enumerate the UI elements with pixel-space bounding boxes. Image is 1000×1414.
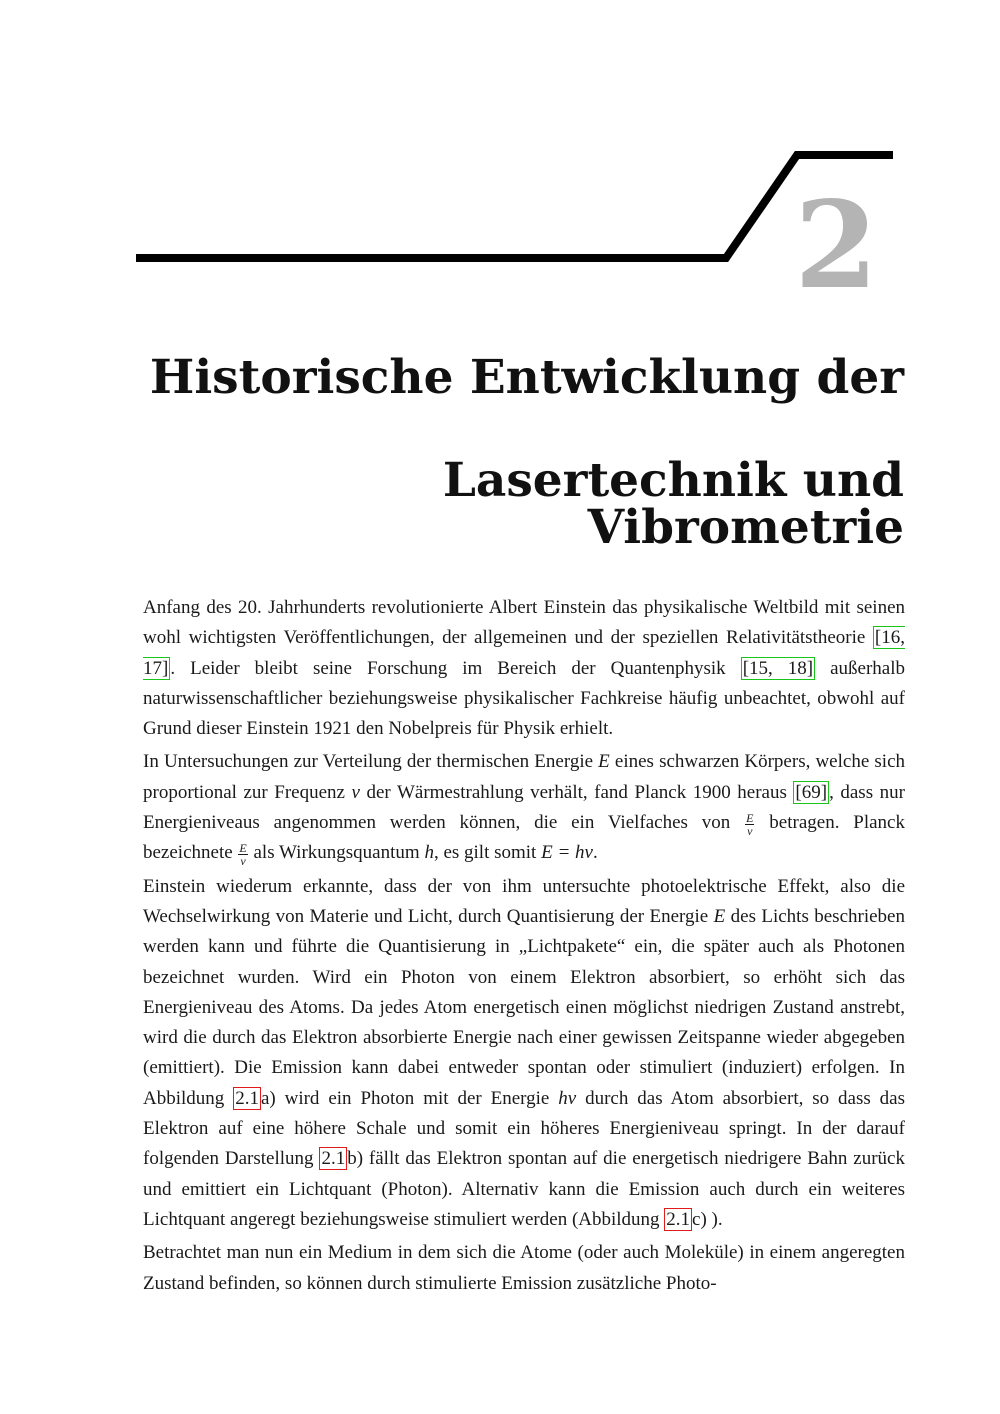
text: a) wird ein Photon mit der Energie	[260, 1087, 559, 1109]
math-fraction	[745, 812, 754, 837]
math-variable: hν	[558, 1087, 577, 1109]
math-equation: E = hν	[541, 842, 593, 864]
paragraph-2	[143, 747, 905, 868]
text: Anfang des 20. Jahrhunderts revolutionierte Albert Einstein das physikalische Weltbild mit seinen wohl wichtigsten Veröffentlichungen, der allgemeinen und der speziellen Relativitätstheorie	[143, 597, 905, 649]
chapter-number: 2	[794, 175, 878, 316]
figure-reference-link[interactable]: 2.1	[321, 1148, 346, 1170]
math-variable: h	[424, 842, 434, 864]
text: Betrachtet man nun ein Medium in dem sich die Atome (oder auch Moleküle) in einem angeregten Zustand befinden, so können durch stimulierte Emission zusätzliche Photo-	[143, 1242, 905, 1294]
text: . Leider bleibt seine Forschung im Bereich der Quantenphysik	[170, 657, 741, 679]
paragraph-3	[143, 872, 905, 1236]
fraction-numerator: E	[239, 841, 247, 856]
text: In Untersuchungen zur Verteilung der thermischen Energie	[143, 751, 599, 773]
text: b) fällt das Elektron spontan auf die energetisch niedrigere Bahn zurück und emittiert ein Lichtquant (Photon). Alternativ kann die Emission auch durch ein weiteres Lichtquant angeregt beziehungsweise stimuliert werden (Abbildung	[143, 1148, 905, 1230]
text: Einstein wiederum erkannte, dass der von ihm untersuchte photoelektrische Effekt, also die Wechselwirkung von Materie und Licht, durch Quantisierung der Energie	[143, 875, 905, 927]
fraction-numerator: E	[746, 811, 754, 826]
paragraph-1	[143, 593, 905, 744]
chapter-title-line-1: Historische Entwicklung der	[149, 350, 904, 405]
body-text	[143, 593, 905, 1302]
figure-reference-link[interactable]: 2.1	[666, 1208, 691, 1230]
math-variable: ν	[351, 781, 360, 803]
text: der Wärmestrahlung verhält, fand Planck 1900 heraus	[359, 781, 794, 803]
text: betragen. Planck bezeichnete	[143, 812, 905, 864]
citation-link[interactable]: [69]	[795, 781, 828, 803]
text: eines schwarzen Körpers, welche sich proportional zur Frequenz	[143, 751, 905, 803]
text: .	[592, 842, 598, 864]
text: außerhalb naturwissenschaftlicher beziehungsweise physikalischer Fachkreise häufig unbeachtet, obwohl auf Grund dieser Einstein 1921 den Nobelpreis für Physik erhielt.	[143, 657, 906, 740]
citation-link[interactable]: [15, 18]	[742, 657, 814, 679]
chapter-title-line-2: Lasertechnik und Vibrometrie	[442, 453, 904, 555]
math-variable: E	[598, 751, 610, 773]
text: als Wirkungsquantum	[248, 842, 425, 864]
text: , es gilt somit	[433, 842, 542, 864]
fraction-denominator: ν	[747, 824, 753, 839]
text: c) ).	[692, 1208, 723, 1230]
math-fraction	[238, 842, 247, 867]
text: des Lichts beschrieben werden kann und führte die Quantisierung in „Lichtpakete“ ein, die später auch als Photonen bezeichnet wurden. Wird ein Photon von einem Elektron absorbiert, so erhöht sich das Energieniveau des Atoms. Da jedes Atom energetisch einen möglichst niedrigen Zustand anstrebt, wird die durch das Elektron absorbierte Energie nach einer gewissen Zeitspanne wieder abgegeben (emittiert). Die Emission kann dabei entweder spontan oder stimuliert (induziert) erfolgen. In Abbildung	[143, 905, 905, 1109]
citation-link[interactable]: [16, 17]	[143, 627, 905, 679]
text: , dass nur Energieniveaus angenommen werden können, die ein Vielfaches von	[143, 781, 905, 834]
text: durch das Atom absorbiert, so dass das Elektron auf eine höhere Schale und somit ein höheres Energieniveau springt. In der darauf folgenden Darstellung	[143, 1087, 905, 1170]
figure-reference-link[interactable]: 2.1	[235, 1087, 259, 1109]
paragraph-4	[143, 1238, 905, 1299]
fraction-denominator: ν	[240, 854, 246, 869]
math-variable: E	[713, 905, 726, 927]
